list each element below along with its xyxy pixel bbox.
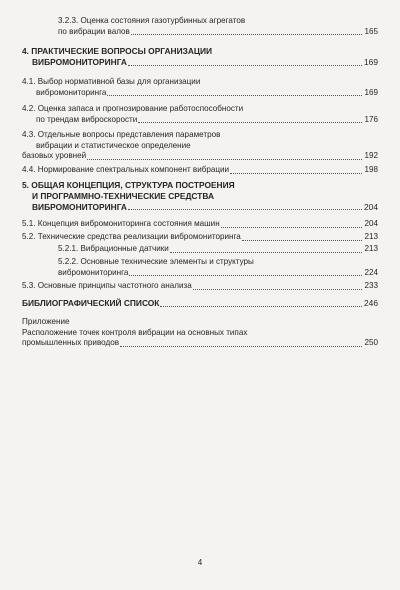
leader-dots <box>230 165 362 174</box>
leader-dots <box>160 298 362 307</box>
toc-entry <box>22 257 378 278</box>
toc-entry-line: вибромониторинга <box>58 267 129 277</box>
toc-page-number: 213 <box>364 244 378 253</box>
toc-entry <box>22 244 378 255</box>
toc-entry-line: Расположение точек контроля вибрации на основных типах <box>22 327 248 337</box>
toc-entry-line: 5.1. Концепция вибромониторинга состояния машин <box>22 219 220 228</box>
toc-page-number: 246 <box>364 298 378 308</box>
toc-entry-line: вибрации и статистическое определение <box>36 140 191 150</box>
leader-dots <box>129 267 362 276</box>
leader-dots <box>87 151 362 160</box>
toc-page-number: 204 <box>364 219 378 228</box>
toc-entry-line: 3.2.3. Оценка состояния газотурбинных агрегатов <box>58 16 246 25</box>
toc-page-number: 165 <box>364 26 378 36</box>
toc-entry-line: 4.1. Выбор нормативной базы для организации <box>22 77 201 86</box>
toc-entry-line: 4.3. Отдельные вопросы представления параметров <box>22 130 221 139</box>
leader-dots <box>242 232 363 241</box>
toc-entry <box>22 219 378 230</box>
toc-page-number: 224 <box>364 267 378 277</box>
toc-entry-line: ВИБРОМОНИТОРИНГА <box>32 201 127 212</box>
toc-entry <box>22 130 378 162</box>
toc-page-number: 169 <box>364 56 378 67</box>
leader-dots <box>107 87 362 96</box>
toc-entry <box>22 281 378 292</box>
toc-entry <box>22 180 378 212</box>
toc-entry-line: ВИБРОМОНИТОРИНГА <box>32 56 127 67</box>
toc-entry-line: базовых уровней <box>22 151 87 161</box>
toc-entry <box>22 232 378 243</box>
toc-entry <box>22 46 378 68</box>
toc-page-number: 250 <box>364 338 378 348</box>
toc-entry-line: 4.4. Нормирование спектральных компонент вибрации <box>22 165 230 174</box>
leader-dots <box>138 114 362 123</box>
page-number: 4 <box>197 558 203 567</box>
toc-entry-line: 5.2.2. Основные технические элементы и структуры <box>58 257 254 266</box>
toc-page-number: 233 <box>364 281 378 290</box>
toc-entry-line: БИБЛИОГРАФИЧЕСКИЙ СПИСОК <box>22 298 160 308</box>
leader-dots <box>170 244 363 253</box>
toc-entry-line: по трендам виброскорости <box>36 114 138 124</box>
toc-page-number: 176 <box>364 114 378 124</box>
toc-page-number: 204 <box>364 201 378 212</box>
toc-entry <box>22 16 378 37</box>
toc-entry-line: промышленных приводов <box>22 338 119 348</box>
toc-entry-line: 5.3. Основные принципы частотного анализа <box>22 281 192 290</box>
toc-entry-line: 4. ПРАКТИЧЕСКИЕ ВОПРОСЫ ОРГАНИЗАЦИИ <box>22 46 213 56</box>
toc-entry <box>22 165 378 176</box>
toc-page-number: 169 <box>364 87 378 97</box>
toc-entry-line: И ПРОГРАММНО-ТЕХНИЧЕСКИЕ СРЕДСТВА <box>32 190 215 201</box>
toc-page-number: 198 <box>364 165 378 174</box>
toc-page-number: 213 <box>364 232 378 241</box>
leader-dots <box>128 201 362 210</box>
toc-entry-line: 4.2. Оценка запаса и прогнозирование работоспособности <box>22 104 244 113</box>
leader-dots <box>193 281 363 290</box>
toc-entry <box>22 298 378 309</box>
leader-dots <box>131 26 363 35</box>
toc-entry <box>22 77 378 98</box>
leader-dots <box>221 219 363 228</box>
toc-entry <box>22 317 378 349</box>
toc-page-number: 192 <box>364 151 378 161</box>
toc-entry-line: 5. ОБЩАЯ КОНЦЕПЦИЯ, СТРУКТУРА ПОСТРОЕНИЯ <box>22 180 235 190</box>
toc-entry-line: вибромониторинга <box>36 87 107 97</box>
toc-entry <box>22 104 378 125</box>
toc-entry-line: Приложение <box>22 317 70 326</box>
toc-entry-line: по вибрации валов <box>58 26 130 36</box>
toc-entry-line: 5.2. Технические средства реализации вибромониторинга <box>22 232 241 241</box>
leader-dots <box>120 338 362 347</box>
toc-entry-line: 5.2.1. Вибрационные датчики <box>58 244 169 253</box>
leader-dots <box>128 57 362 66</box>
